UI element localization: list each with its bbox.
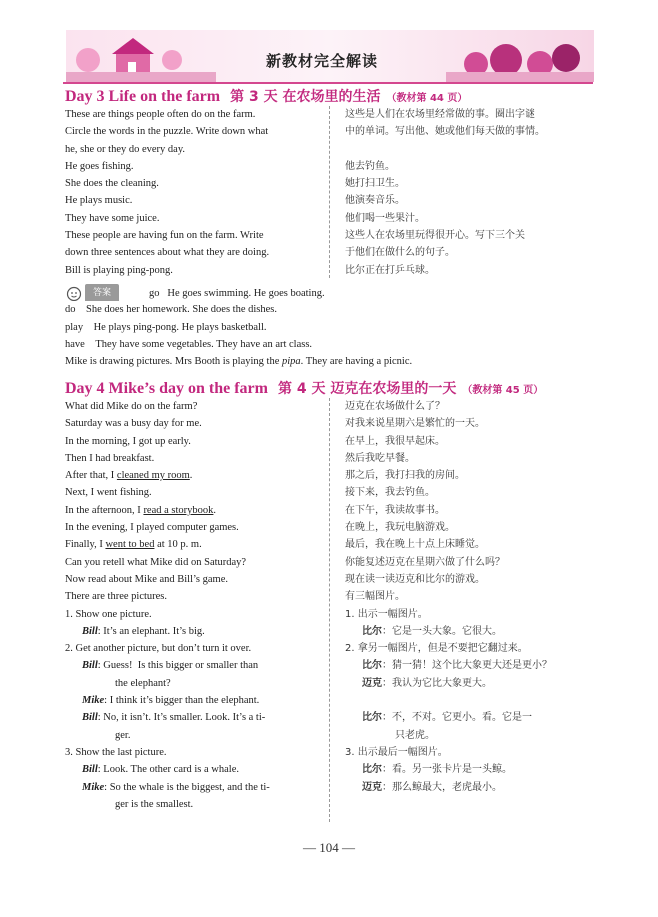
day4-zh-line: 在早上，我很早起床。 xyxy=(345,435,445,447)
day4-divider xyxy=(329,398,330,822)
day4-zh-line: 迈克：那么鲸最大，老虎最小。 xyxy=(362,781,502,793)
day4-zh-line: 然后我吃早餐。 xyxy=(345,452,415,464)
day4-en-line: Mike: So the whale is the biggest, and the ti- xyxy=(82,781,270,793)
day3-en-line: He plays music. xyxy=(65,195,133,207)
day4-en-line: There are three pictures. xyxy=(65,591,168,603)
day4-en-line: Bill: It’s an elephant. It’s big. xyxy=(82,625,205,637)
day3-en-line: He goes fishing. xyxy=(65,160,134,172)
day4-zh-line: 比尔：不，不对。它更小。看。它是一 xyxy=(362,712,532,724)
day3-title-zh: 第 3 天 在农场里的生活 xyxy=(230,89,381,105)
answer-line: Mike is drawing pictures. Mrs Booth is playing the pipa. They are having a picnic. xyxy=(65,356,413,368)
day4-zh-line: 迈克在农场做什么了？ xyxy=(345,401,445,412)
day3-divider xyxy=(329,106,330,278)
day4-zh-line: 比尔：它是一头大象。它很大。 xyxy=(362,625,502,637)
day4-heading xyxy=(65,378,543,398)
day4-ref: （教材第 45 页） xyxy=(462,385,544,396)
day4-en-line: Saturday was a busy day for me. xyxy=(65,418,202,430)
day3-zh-line: 中的单词。写出他、她或他们每天做的事情。 xyxy=(345,126,545,138)
answer-text: She does her homework. She does the dishes. xyxy=(86,304,278,316)
day4-zh-line: 比尔：看。另一张卡片是一头鲸。 xyxy=(362,764,512,776)
day4-english xyxy=(65,398,317,813)
day4-en-line: In the evening, I played computer games. xyxy=(65,522,239,534)
day3-en-line: Circle the words in the puzzle. Write down what xyxy=(65,126,269,138)
answer-line xyxy=(65,301,595,318)
answer-text: He plays ping-pong. He plays basketball. xyxy=(93,321,267,333)
day4-title-zh: 第 4 天 迈克在农场里的一天 xyxy=(277,381,457,397)
day3-en-line: These are things people often do on the farm. xyxy=(65,109,256,120)
answer-line xyxy=(65,319,595,336)
day4-en-line: Bill: No, it isn’t. It’s smaller. Look. It’s a ti- xyxy=(82,712,266,724)
day4-zh-line: 你能复述迈克在星期六做了什么吗？ xyxy=(345,556,505,568)
day3-zh-line: 她打扫卫生。 xyxy=(345,178,405,190)
day4-en-line: In the afternoon, I read a storybook. xyxy=(65,504,217,516)
day4-en-line: Now read about Mike and Bill’s game. xyxy=(65,573,229,585)
page-number: — 104 — xyxy=(303,840,355,855)
day3-en-line: he, she or they do every day. xyxy=(65,143,186,155)
day4-title-en: Day 4 Mike’s day on the farm xyxy=(65,380,268,397)
day3-title-en: Day 3 Life on the farm xyxy=(65,88,221,105)
day4-en-line: 1. Show one picture. xyxy=(65,608,152,620)
day4-zh-line: 有三幅图片。 xyxy=(345,591,405,603)
answer-text: They have some vegetables. They have an art class. xyxy=(95,338,313,350)
day4-zh-line: 那之后，我打扫我的房间。 xyxy=(345,470,465,482)
day4-en-line: 3. Show the last picture. xyxy=(65,746,167,758)
day4-en-line: What did Mike do on the farm? xyxy=(65,401,198,412)
day4-zh-line: 最后，我在晚上十点上床睡觉。 xyxy=(345,539,485,551)
day4-en-line: Bill: Look. The other card is a whale. xyxy=(82,764,239,776)
day4-zh-line: 只老虎。 xyxy=(395,729,435,741)
day3-zh-line: 他演奏音乐。 xyxy=(345,195,405,207)
day4-en-line: ger. xyxy=(115,729,131,741)
day3-en-line: Bill is playing ping-pong. xyxy=(65,264,173,276)
day4-zh-line: 对我来说星期六是繁忙的一天。 xyxy=(345,418,485,430)
day3-zh-line: 于他们在做什么的句子。 xyxy=(345,247,455,259)
day4-en-line: Then I had breakfast. xyxy=(65,452,155,464)
day4-zh-line: 接下来，我去钓鱼。 xyxy=(345,487,435,499)
day3-chinese xyxy=(345,106,595,279)
day4-zh-line xyxy=(345,692,595,709)
day4-zh-line: 1. 出示一幅图片。 xyxy=(345,608,428,620)
day3-en-line: They have some juice. xyxy=(65,212,160,224)
day4-zh-line: 比尔：猜一猜！这个比大象更大还是更小？ xyxy=(362,660,552,672)
day4-zh-line: 3. 出示最后一幅图片。 xyxy=(345,746,448,758)
day4-en-line: ger is the smallest. xyxy=(115,798,194,810)
day3-en-line: These people are having fun on the farm. Write xyxy=(65,230,264,242)
underlined-phrase: went to bed xyxy=(105,539,155,551)
day3-heading xyxy=(65,86,467,106)
answer-word: have xyxy=(65,338,85,350)
day4-en-line: After that, I cleaned my room. xyxy=(65,470,193,482)
day3-zh-line: 这些是人们在农场里经常做的事。圈出字谜 xyxy=(345,109,535,120)
underlined-phrase: read a storybook xyxy=(143,504,214,516)
day3-zh-line: 他们喝一些果汁。 xyxy=(345,212,425,224)
day4-en-line: Can you retell what Mike did on Saturday? xyxy=(65,556,247,568)
day3-zh-line: 比尔正在打乒乓球。 xyxy=(345,264,435,276)
answer-word: go xyxy=(149,288,160,300)
day3-zh-line xyxy=(345,141,595,158)
day4-en-line: In the morning, I got up early. xyxy=(65,435,191,447)
day4-zh-line xyxy=(345,796,595,813)
answer-text: He goes swimming. He goes boating. xyxy=(167,288,325,300)
answer-line xyxy=(65,336,595,353)
day4-zh-line: 现在读一读迈克和比尔的游戏。 xyxy=(345,573,485,585)
day4-zh-line: 迈克：我认为它比大象更大。 xyxy=(362,677,492,689)
day3-english xyxy=(65,106,317,279)
answer-word: do xyxy=(65,304,76,316)
answer-face-icon xyxy=(65,286,83,302)
answer-word: play xyxy=(65,321,84,333)
answers-block xyxy=(65,284,595,370)
underlined-phrase: cleaned my room xyxy=(116,470,190,482)
day4-en-line: the elephant? xyxy=(115,677,171,689)
day4-zh-line: 在晚上，我玩电脑游戏。 xyxy=(345,522,455,534)
answer-label: 答案 xyxy=(85,284,119,301)
day3-zh-line: 他去钓鱼。 xyxy=(345,160,395,172)
day4-en-line: Mike: I think it’s bigger than the elephant. xyxy=(82,695,260,707)
day4-zh-line: 在下午，我读故事书。 xyxy=(345,504,445,516)
day4-en-line: Next, I went fishing. xyxy=(65,487,152,499)
day3-zh-line: 这些人在农场里玩得很开心。写下三个关 xyxy=(345,230,525,242)
header-rule xyxy=(63,82,593,84)
day3-en-line: She does the cleaning. xyxy=(65,178,159,190)
day4-en-line: Finally, I went to bed at 10 p. m. xyxy=(65,539,202,551)
header-title: 新教材完全解读 xyxy=(265,52,378,70)
day3-en-line: down three sentences about what they are doing. xyxy=(65,247,270,259)
day3-ref: （教材第 44 页） xyxy=(386,93,468,104)
day4-zh-line: 2. 拿另一幅图片，但是不要把它翻过来。 xyxy=(345,643,528,655)
answer-line xyxy=(65,284,595,301)
day4-en-line: 2. Get another picture, but don’t turn it over. xyxy=(65,643,252,655)
day4-chinese xyxy=(345,398,595,813)
day4-en-line: Bill: Guess! Is this bigger or smaller than xyxy=(82,660,259,672)
